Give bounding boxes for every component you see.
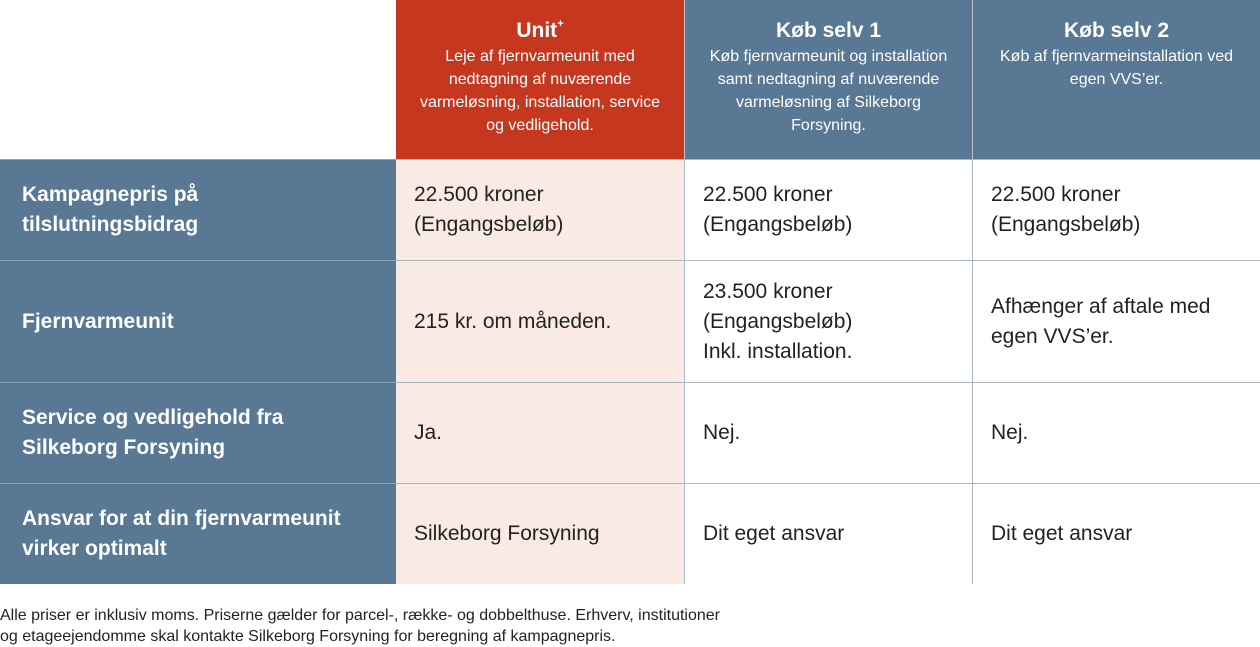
- table-cell: Dit eget ansvar: [972, 483, 1260, 584]
- footnote-line: Alle priser er inklusiv moms. Priserne gælder for parcel-, række- og dobbelthuse. Erhverv, institutioner: [0, 607, 720, 624]
- row-label-kampagnepris: Kampagnepris på tilslutningsbidrag: [0, 159, 396, 260]
- table-cell: Ja.: [396, 382, 684, 483]
- row-label-service: Service og vedligehold fra Silkeborg Forsyning: [0, 382, 396, 483]
- column-header-koeb-selv-1: [684, 0, 972, 159]
- table-cell: 22.500 kroner (Engangsbeløb): [684, 159, 972, 260]
- column-title: Unit+: [516, 18, 564, 42]
- row-label-fjernvarmeunit: Fjernvarmeunit: [0, 260, 396, 382]
- table-cell: 22.500 kroner (Engangsbeløb): [396, 159, 684, 260]
- row-label-ansvar: Ansvar for at din fjernvarmeunit virker optimalt: [0, 483, 396, 584]
- column-header-koeb-selv-2: [972, 0, 1260, 159]
- footnote: [0, 605, 1260, 647]
- table-cell: 23.500 kroner (Engangsbeløb) Inkl. installation.: [684, 260, 972, 382]
- table-corner: [0, 0, 396, 159]
- column-header-unit: [396, 0, 684, 159]
- table-cell: Afhænger af aftale med egen VVS’er.: [972, 260, 1260, 382]
- column-description: Leje af fjernvarmeunit med nedtagning af nuværende varmeløsning, installation, service og vedligehold.: [419, 48, 661, 134]
- column-title-superscript: +: [557, 18, 564, 30]
- column-title: Køb selv 1: [775, 19, 882, 42]
- table-cell: Dit eget ansvar: [684, 483, 972, 584]
- column-description: Køb af fjernvarmeinstallation ved egen VVS’er.: [1000, 48, 1233, 88]
- table-cell: Nej.: [972, 382, 1260, 483]
- column-title: Køb selv 2: [1063, 19, 1170, 42]
- table-cell: 215 kr. om måneden.: [396, 260, 684, 382]
- column-description: Køb fjernvarmeunit og installation samt nedtagning af nuværende varmeløsning af Silkeborg Forsyning.: [709, 48, 948, 134]
- table-cell: Silkeborg Forsyning: [396, 483, 684, 584]
- footnote-line: og etageejendomme skal kontakte Silkeborg Forsyning for beregning af kampagnepris.: [0, 628, 616, 645]
- table-cell: 22.500 kroner (Engangsbeløb): [972, 159, 1260, 260]
- table-cell: Nej.: [684, 382, 972, 483]
